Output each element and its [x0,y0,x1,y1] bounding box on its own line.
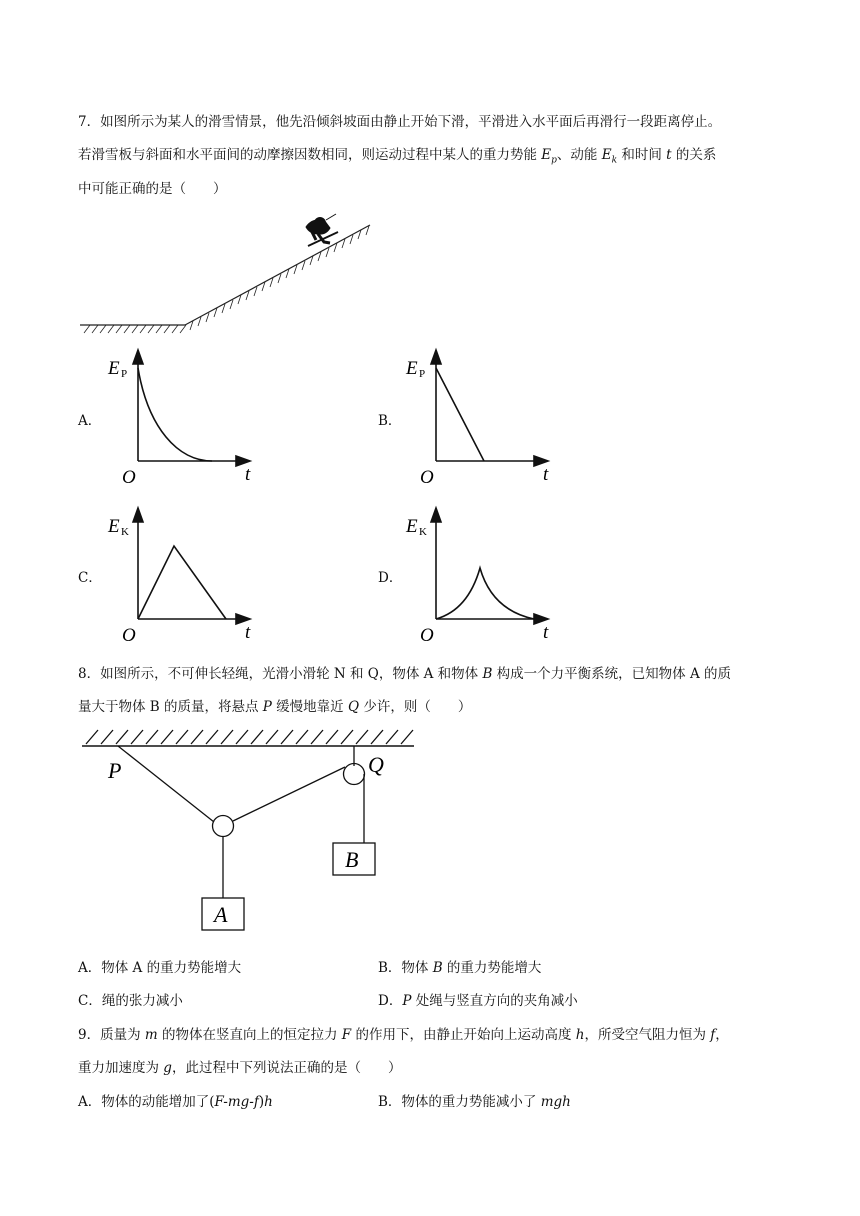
y-axis-subscript: K [121,526,129,538]
q8-stem-line2 [78,698,471,716]
pulley-n-icon [213,816,234,837]
q7-option-a-graph [100,348,270,488]
q9-option-b-text: B．物体的重力势能减小了 [378,1094,541,1110]
pulley-system-figure [82,728,422,938]
q7-stem-line1: 7．如图所示为某人的滑雪情景，他先沿倾斜坡面由静止开始下滑，平滑进入水平面后再滑行一段距离停止。 [78,114,722,130]
q9-stem-text: ，此过程中下列说法正确的是（ ） [171,1060,402,1076]
q7-stem-text: 、动能 [556,147,602,163]
origin-label: O [122,467,136,488]
q8-option-b-text: B．物体 [378,960,433,976]
x-axis-label: t [245,464,251,485]
h-symbol: h [264,1094,273,1110]
ek-symbol: E [601,147,612,163]
q7-stem-line2 [78,146,716,170]
q8-option-b-text: 的重力势能增大 [442,960,542,976]
q8-stem-text: 构成一个力平衡系统，已知物体 A 的质 [492,666,732,682]
q9-option-a-expr: F-mg-f [214,1094,259,1110]
b-symbol: B [432,960,443,976]
rope-left [118,746,214,822]
m-symbol: m [144,1027,158,1043]
q8-stem-line1 [78,665,731,683]
f-force-symbol: F [341,1027,352,1043]
y-axis-label: E [108,358,120,379]
q7-stem-text: 和时间 [617,147,667,163]
h-symbol: h [575,1027,585,1043]
origin-label: O [420,625,434,646]
q8-stem-text: 量大于物体 B 的质量，将悬点 [78,699,263,715]
x-axis-label: t [543,622,549,643]
q7-option-c-label: C． [78,570,102,586]
y-axis-label: E [108,516,120,537]
ground-hatch [84,325,186,333]
q9-stem-line2 [78,1059,401,1077]
ceiling-hatch [86,730,413,744]
q9-stem-text: 的物体在竖直向上的恒定拉力 [157,1027,342,1043]
x-axis-label: t [543,464,549,485]
q8-stem-text: 8．如图所示，不可伸长轻绳，光滑小滑轮 N 和 Q，物体 A 和物体 [78,666,483,682]
q8-option-a: A．物体 A 的重力势能增大 [78,960,242,976]
skier-icon [306,214,338,246]
ek-triangle-line [138,546,226,619]
rope-right [233,767,345,821]
q7-stem-text: 若滑雪板与斜面和水平面间的动摩擦因数相同，则运动过程中某人的重力势能 [78,147,542,163]
q8-option-d-text: 处绳与竖直方向的夹角减小 [411,993,578,1009]
ep-symbol: E [541,147,552,163]
point-p-label: P [108,758,122,783]
q9-option-b-expr: mgh [540,1094,571,1110]
q7-option-d-graph [398,506,568,646]
q8-stem-text: 少许，则（ ） [359,699,472,715]
y-axis-subscript: K [419,526,427,538]
y-axis-label: E [406,358,418,379]
q-symbol: Q [347,699,360,715]
skier-slope-figure [80,210,380,335]
q9-stem-text: 9．质量为 [78,1027,145,1043]
q7-option-b-label: B． [378,413,402,429]
ek-subscript: k [611,155,618,166]
y-axis-subscript: P [121,368,128,380]
y-axis-label: E [406,516,418,537]
g-symbol: g [163,1060,172,1076]
q8-option-d-text: D． [378,993,403,1009]
b-symbol: B [482,666,493,682]
q7-option-c-graph [100,506,270,646]
q7-option-a-label: A． [78,413,102,429]
q9-stem-text: 的作用下，由静止开始向上运动高度 [351,1027,576,1043]
q9-stem-line1 [78,1026,729,1044]
origin-label: O [420,467,434,488]
q9-stem-text: ，所受空气阻力恒为 [584,1027,711,1043]
slope-hatch [190,226,369,330]
ep-decay-curve [138,368,212,461]
ep-linear-line [436,368,484,461]
ep-subscript: p [551,155,557,166]
t-symbol: t [666,147,672,163]
q9-option-a-text: A．物体的动能增加了( [78,1094,215,1110]
q7-stem-text: 的关系 [671,147,717,163]
y-axis-subscript: P [419,368,426,380]
q9-stem-text: 重力加速度为 [78,1060,164,1076]
q8-option-b [378,959,541,977]
q9-option-b [378,1093,571,1111]
pulley-q-icon [344,764,365,785]
p-symbol: P [402,993,412,1009]
ek-cusp-curve [436,568,534,619]
p-symbol: P [262,699,272,715]
f-drag-symbol: f [710,1027,716,1043]
q9-option-a [78,1093,273,1111]
q8-option-c: C．绳的张力减小 [78,993,183,1009]
q9-option-a-text: ) [258,1094,265,1110]
box-b-label: B [345,847,359,872]
q7-option-b-graph [398,348,568,488]
origin-label: O [122,625,136,646]
q8-option-d [378,992,578,1010]
q7-option-d-label: D． [378,570,403,586]
box-a-label: A [214,902,228,927]
q8-stem-text: 缓慢地靠近 [271,699,348,715]
q9-stem-text: ， [715,1027,729,1043]
point-q-label: Q [368,752,384,777]
q7-stem-line3: 中可能正确的是（ ） [78,181,227,197]
x-axis-label: t [245,622,251,643]
